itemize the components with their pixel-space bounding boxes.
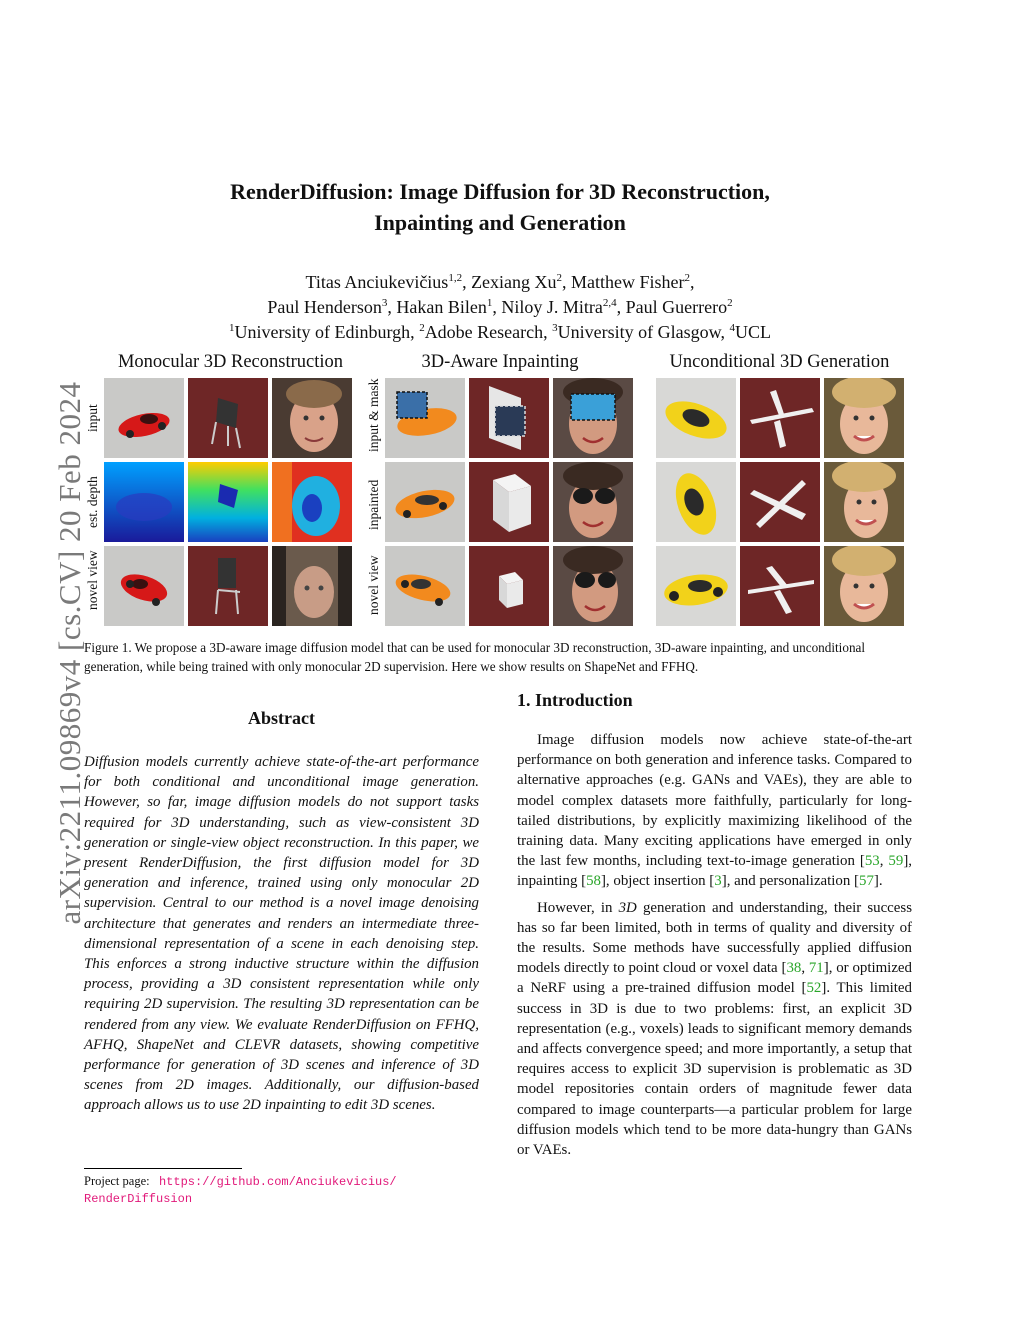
image-car-inpainted: [385, 462, 465, 542]
image-gen-plane-1: [740, 378, 820, 458]
citation[interactable]: 53: [864, 853, 880, 870]
arxiv-stamp-text: arXiv:2211.09869v4 [cs.CV] 20 Feb 2024: [52, 381, 87, 925]
author-block: [150, 270, 850, 345]
image-car-depth: [104, 462, 184, 542]
title-line-1: RenderDiffusion: Image Diffusion for 3D Reconstruction,: [230, 179, 770, 204]
image-box-inpainted-novel: [469, 546, 549, 626]
image-gen-face-1: [824, 378, 904, 458]
author-line-2: Paul Henderson$^3$, Hakan Bilen$^1$, Niloy J. Mitra$^{2,4}$, Paul Guerrero$^2$: [267, 297, 733, 317]
image-box-inpainted: [469, 462, 549, 542]
col-heading-inpainting: 3D-Aware Inpainting: [421, 352, 579, 372]
image-gen-face-2: [824, 462, 904, 542]
figure-1: [80, 350, 912, 620]
image-woman-inpainted: [553, 462, 633, 542]
image-car-input: [104, 378, 184, 458]
citation[interactable]: 57: [859, 873, 874, 890]
image-gen-face-3: [824, 546, 904, 626]
image-box-masked: [469, 378, 549, 458]
col-heading-generation: Unconditional 3D Generation: [669, 352, 890, 372]
intro-paragraph-2: However, in 3D generation and understanding, their success has so far been limited, both in terms of quality and diversity of the results. Some methods have successfully applied diffusion models directly to point cloud or voxel data [38, 71], or optimized a NeRF using a pre-trained diffusion model [52]. This limited success in 3D is due to two problems: first, an explicit 3D representation (e.g., voxels) leads to significant memory demands and affects convergence speed; and more importantly, a setup that requires access to explicit 3D supervision is problematic as 3D model repositories contain orders of magnitude fewer data compared to image counterparts—a particular problem for large diffusion models which tend to be more data-hungry than GANs or VAEs.: [517, 899, 912, 1159]
image-chair-input: [188, 378, 268, 458]
title-line-2: Inpainting and Generation: [374, 210, 626, 235]
image-chair-novel: [188, 546, 268, 626]
citation[interactable]: 52: [806, 980, 822, 997]
image-car-inpainted-novel: [385, 546, 465, 626]
image-gen-plane-3: [740, 546, 820, 626]
abstract-heading: Abstract: [248, 708, 315, 728]
paper-title: [150, 176, 850, 238]
image-woman-inpainted-novel: [553, 546, 633, 626]
image-gen-car-1: [656, 378, 736, 458]
row-label-input-mask: input & mask: [366, 378, 381, 452]
arxiv-stamp: [22, 358, 87, 948]
image-woman-masked: [553, 378, 633, 458]
footnote-rule: [84, 1168, 242, 1169]
citation[interactable]: 59: [888, 853, 904, 870]
footnote: Project page: https://github.com/Anciukevicius/ RenderDiffusion: [84, 1174, 397, 1206]
figure-caption: Figure 1. We propose a 3D-aware image diffusion model that can be used for monocular 3D reconstruction, 3D-aware inpainting, and unconditional generation, while being trained with only monocular 2D supervision. Here we show results on ShapeNet and FFHQ.: [84, 640, 866, 674]
image-car-masked: [385, 378, 465, 458]
image-face-depth: [272, 462, 352, 542]
project-link[interactable]: https://github.com/Anciukevicius/: [158, 1175, 397, 1189]
row-label-inpainted: inpainted: [366, 479, 381, 530]
image-face-input: [272, 378, 352, 458]
citation[interactable]: 58: [586, 873, 601, 890]
affiliations: $^1$University of Edinburgh, $^2$Adobe Research, $^3$University of Glasgow, $^4$UCL: [229, 322, 771, 342]
image-gen-car-3: [656, 546, 736, 626]
citation[interactable]: 38: [786, 960, 802, 977]
author-line-1: Titas Anciukevičius$^{1,2}$, Zexiang Xu$^2$, Matthew Fisher$^2$,: [305, 272, 695, 292]
citation[interactable]: 3: [714, 873, 722, 890]
row-label-input: input: [85, 404, 100, 432]
intro-paragraph-1: Image diffusion models now achieve state-of-the-art performance on both generation and inference tasks. Compared to alternative approaches (e.g. GANs and VAEs), they are able to model complex datasets more faithfully, particularly for long-tailed distributions, by explicitly maximizing likelihood of the training data. Many exciting applications have emerged in only the last few months, including text-to-image generation [53, 59], inpainting [58], object insertion [3], and personalization [57].: [517, 732, 912, 890]
col-heading-reconstruction: Monocular 3D Reconstruction: [117, 352, 344, 372]
row-label-novel-view-2: novel view: [366, 555, 381, 615]
image-gen-plane-2: [740, 462, 820, 542]
row-label-depth: est. depth: [85, 476, 100, 528]
image-face-novel: [272, 546, 352, 626]
image-chair-depth: [188, 462, 268, 542]
abstract-body: Diffusion models currently achieve state-of-the-art performance for both conditional and unconditional image generation. However, so far, image diffusion models do not support tasks required for 3D understanding, such as view-consistent 3D generation or single-view object reconstruction. In this paper, we present RenderDiffusion, the first diffusion model for 3D generation and inference, trained using only monocular 2D supervision. Central to our method is a novel image denoising architecture that generates and renders an intermediate three-dimensional representation of a scene in each denoising step. This enforces a strong inductive structure within the diffusion process, providing a 3D consistent representation while only requiring 2D supervision. The resulting 3D representation can be rendered from any view. We evaluate RenderDiffusion on FFHQ, AFHQ, ShapeNet and CLEVR datasets, showing competitive performance for generation of 3D scenes and inference of 3D scenes from 2D images. Additionally, our diffusion-based approach allows us to use 2D inpainting to edit 3D scenes.: [84, 754, 479, 1114]
citation[interactable]: 71: [808, 960, 824, 977]
intro-body: [517, 730, 912, 1166]
image-gen-car-2: [656, 462, 736, 542]
intro-heading: 1. Introduction: [517, 690, 633, 710]
image-car-novel: [104, 546, 184, 626]
row-label-novel-view: novel view: [85, 550, 100, 610]
project-link-cont[interactable]: RenderDiffusion: [84, 1192, 193, 1206]
